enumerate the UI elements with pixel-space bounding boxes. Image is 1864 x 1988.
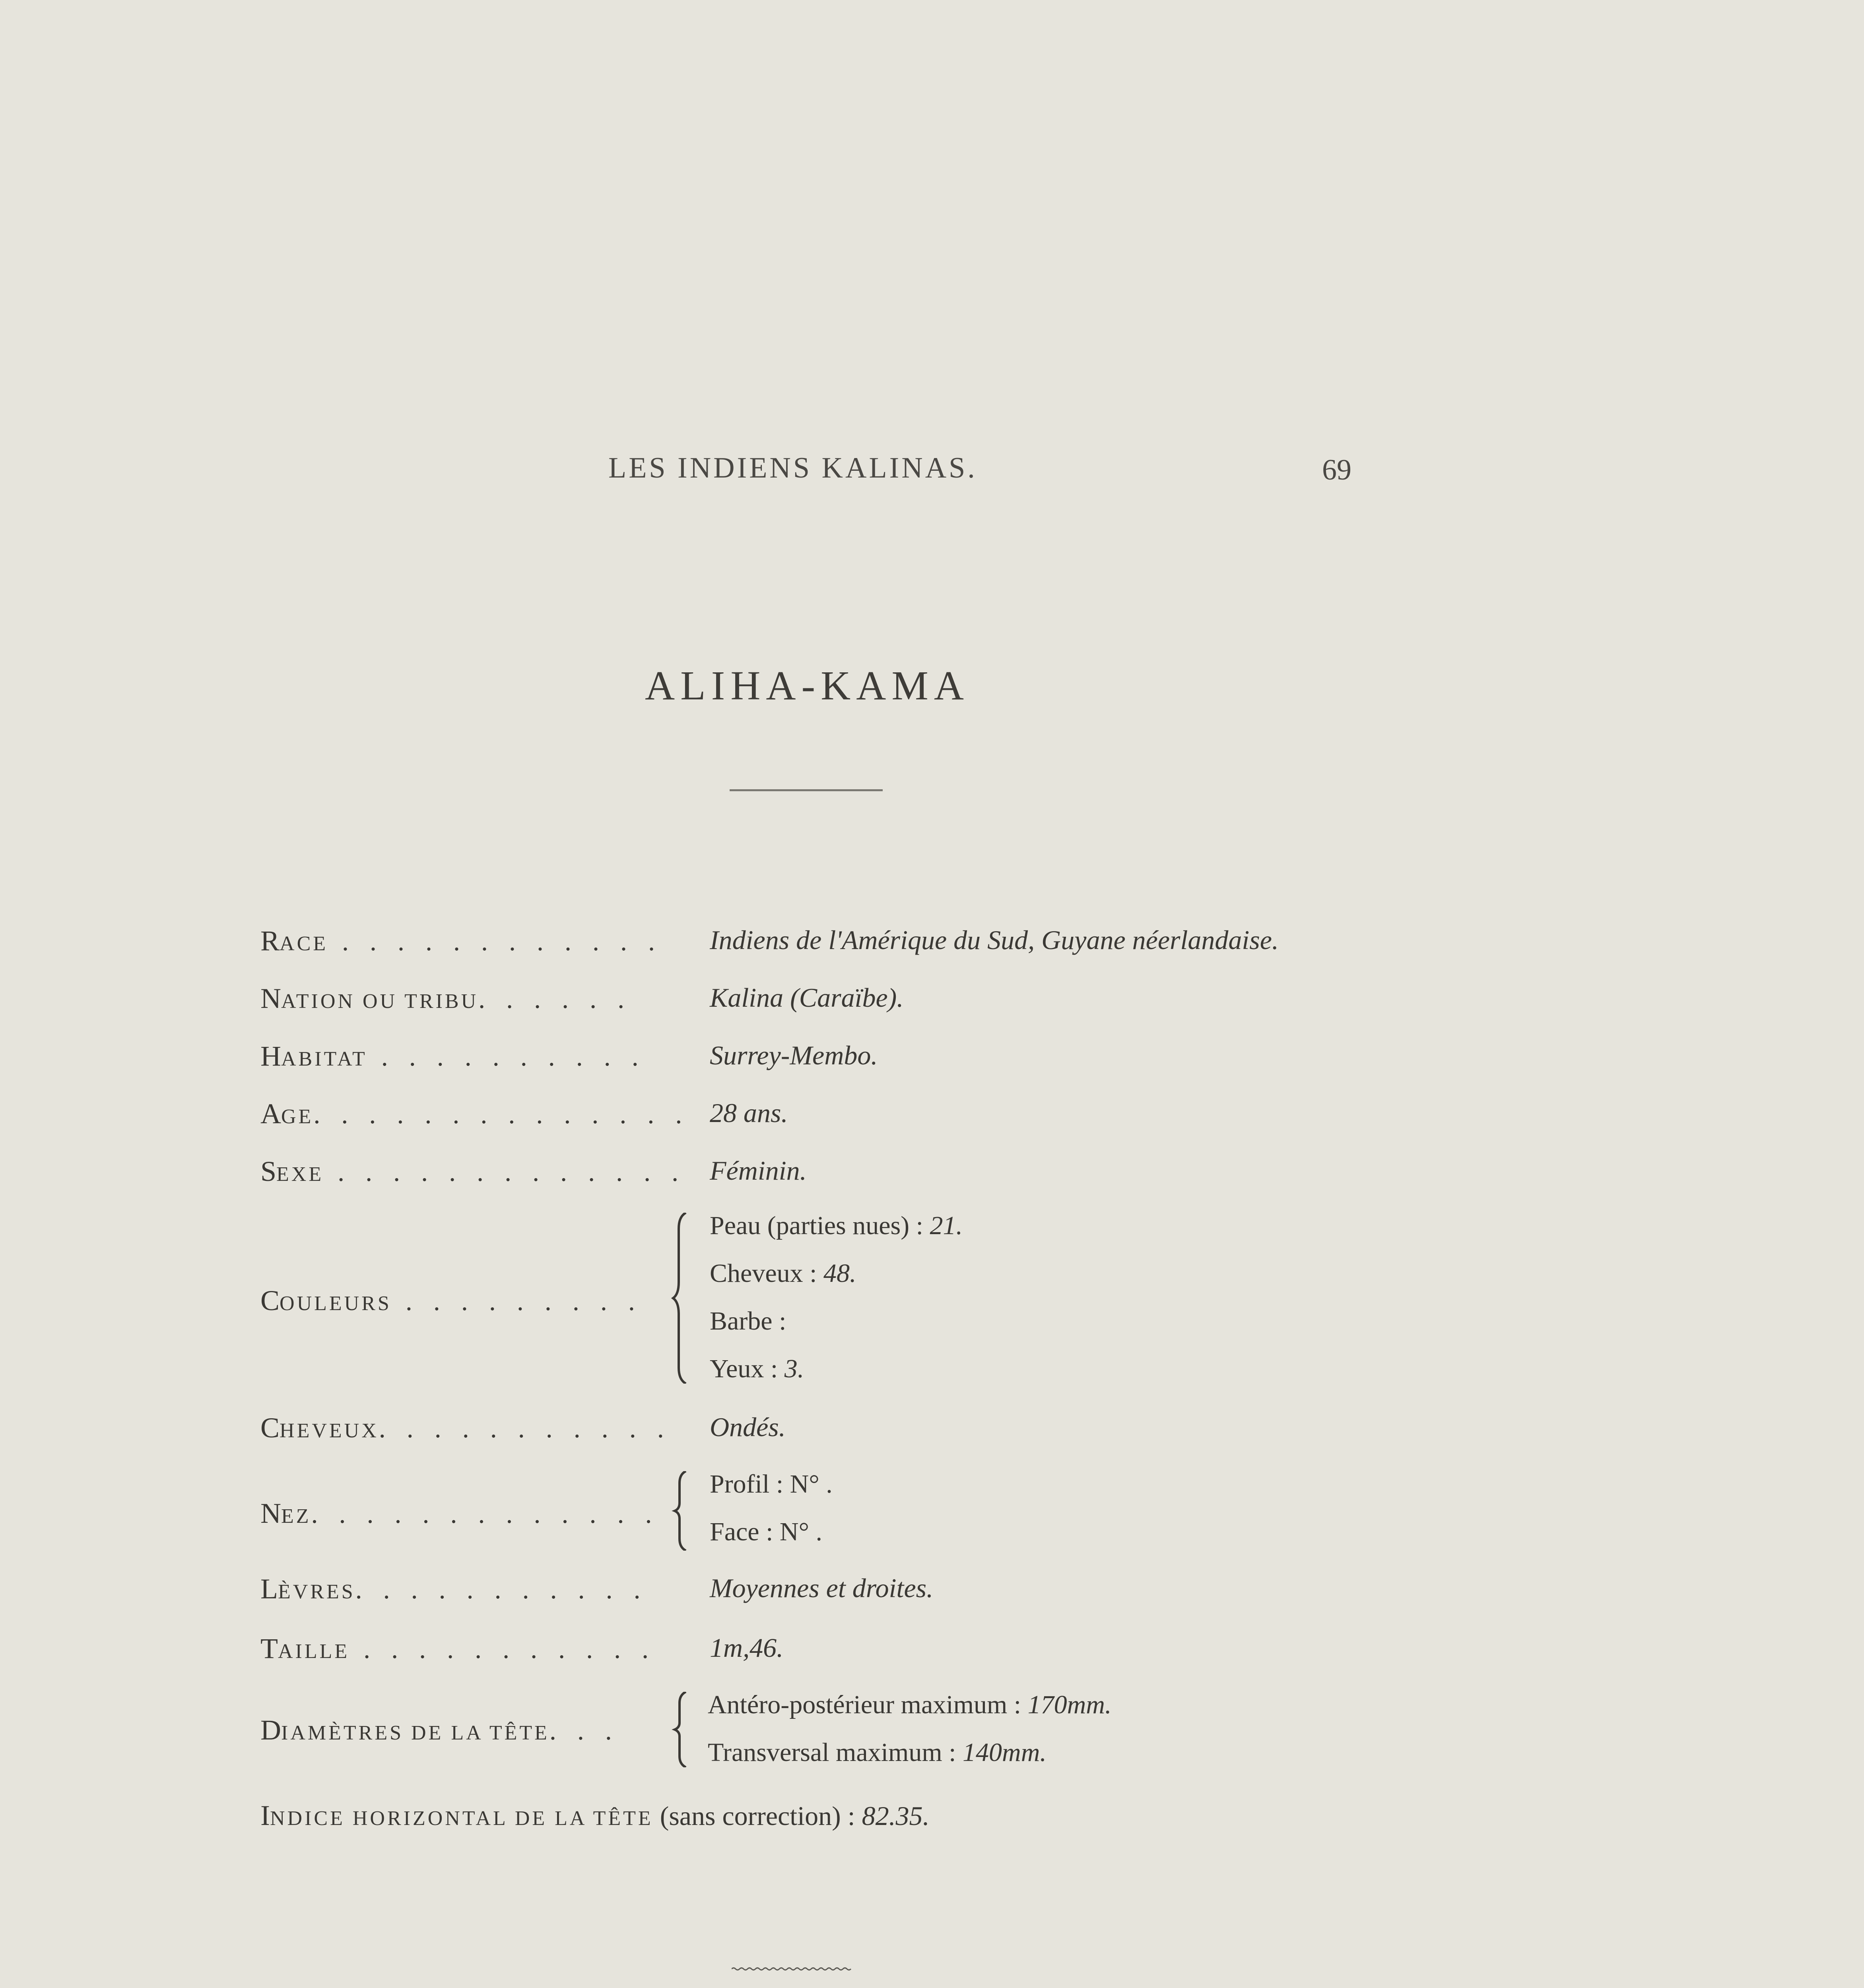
- race-value: Indiens de l'Amérique du Sud, Guyane néerlandaise.: [710, 925, 1279, 955]
- cheveux-value: Ondés.: [710, 1412, 786, 1442]
- diametres-label: DIAMÈTRES DE LA TÊTE. . .: [260, 1714, 619, 1746]
- couleurs-brace: [670, 1213, 694, 1384]
- sexe-label: SEXE . . . . . . . . . . . . .: [260, 1155, 686, 1187]
- taille-label: TAILLE . . . . . . . . . . .: [260, 1633, 656, 1664]
- closing-ornament-rule: [732, 1966, 853, 1972]
- habitat-value: Surrey-Membo.: [710, 1040, 878, 1070]
- running-head: LES INDIENS KALINAS.: [608, 452, 977, 484]
- levres-value: Moyennes et droites.: [710, 1573, 934, 1603]
- row-couleurs: [260, 1213, 1612, 1384]
- couleurs-peau: Peau (parties nues) : 21.: [710, 1211, 963, 1240]
- race-label: RACE . . . . . . . . . . . .: [260, 925, 662, 957]
- taille-value: 1m,46.: [710, 1633, 784, 1663]
- nez-brace: [670, 1471, 694, 1551]
- couleurs-yeux: Yeux : 3.: [710, 1354, 804, 1383]
- row-indice: INDICE HORIZONTAL DE LA TÊTE (sans correction) : 82.35.: [260, 1800, 930, 1831]
- levres-label: LÈVRES. . . . . . . . . . .: [260, 1573, 648, 1605]
- row-diametres: [260, 1692, 1612, 1771]
- nez-label: NEZ. . . . . . . . . . . . .: [260, 1497, 659, 1529]
- nez-face: Face : N° .: [710, 1517, 822, 1546]
- diametres-transversal: Transversal maximum : 140mm.: [708, 1738, 1047, 1767]
- page-title: ALIHA-KAMA: [645, 663, 969, 709]
- age-value: 28 ans.: [710, 1098, 788, 1128]
- diametres-antero: Antéro-postérieur maximum : 170mm.: [708, 1690, 1112, 1719]
- sexe-value: Féminin.: [710, 1155, 807, 1186]
- page-number: 69: [1322, 454, 1351, 486]
- couleurs-cheveux: Cheveux : 48.: [710, 1259, 856, 1288]
- indice-value: 82.35.: [862, 1801, 930, 1831]
- habitat-label: HABITAT . . . . . . . . . .: [260, 1040, 646, 1072]
- row-nez: [260, 1471, 1612, 1555]
- nez-profil: Profil : N° .: [710, 1470, 833, 1499]
- couleurs-label: COULEURS . . . . . . . . .: [260, 1285, 642, 1316]
- cheveux-label: CHEVEUX. . . . . . . . . . .: [260, 1412, 671, 1444]
- diametres-brace: [670, 1692, 694, 1767]
- nation-value: Kalina (Caraïbe).: [710, 982, 904, 1013]
- couleurs-barbe: Barbe :: [710, 1307, 786, 1336]
- title-rule: [730, 789, 883, 791]
- age-label: AGE. . . . . . . . . . . . . .: [260, 1098, 689, 1130]
- nation-label: NATION OU TRIBU. . . . . .: [260, 982, 632, 1014]
